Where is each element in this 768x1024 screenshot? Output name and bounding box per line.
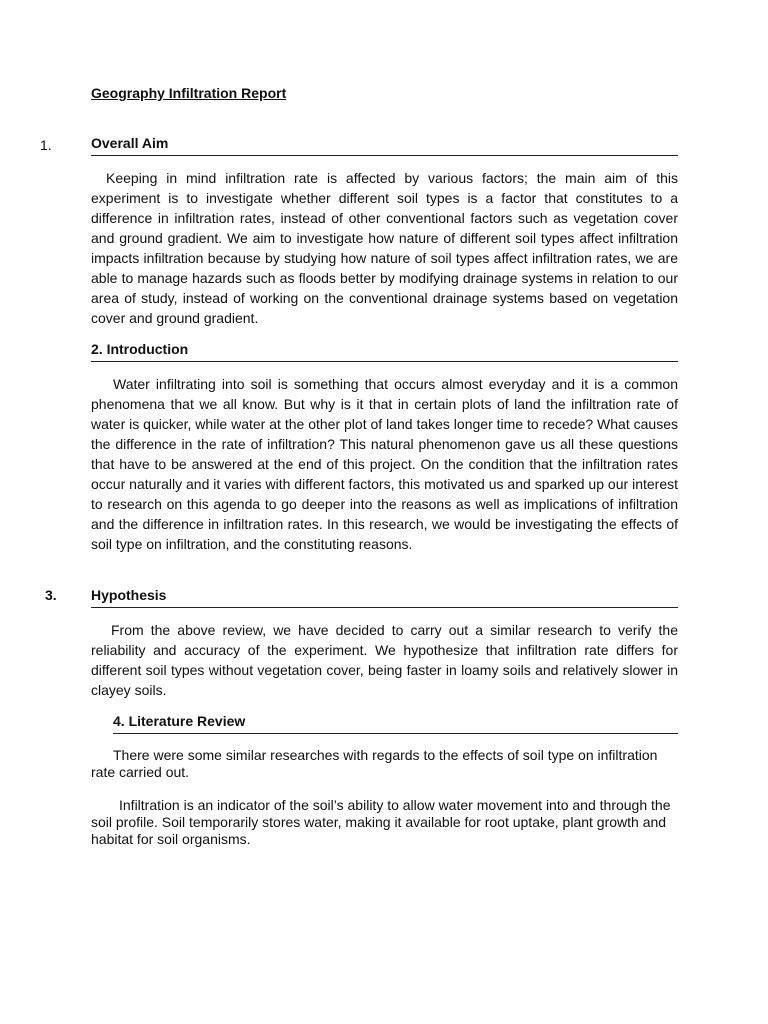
section-1-number: 1. [40,137,52,153]
section-4-heading: 4. Literature Review [113,713,678,734]
section-1-heading: Overall Aim [91,135,678,156]
section-2-paragraph: Water infiltrating into soil is something that occurs almost everyday and it is a common phenomena that we all know. But why is it that in certain plots of land the infiltration rate of water is quicker, while water at the other plot of land takes longer time to recede? What causes the difference in the rate of infiltration? This natural phenomenon gave us all these questions that have to be answered at the end of this project. On the condition that the infiltration rates occur naturally and it varies with different factors, this motivated us and sparked up our interest to research on this agenda to go deeper into the reasons as well as implications of infiltration and the difference in infiltration rates. In this research, we would be investigating the effects of soil type on infiltration, and the constituting reasons. [91,376,678,552]
section-3-heading: Hypothesis [91,587,678,608]
section-3-paragraph: From the above review, we have decided to carry out a similar research to verify the reliability and accuracy of the experiment. We hypothesize that infiltration rate differs for different soil types without vegetation cover, being faster in loamy soils and relatively slower in clayey soils. [91,622,678,698]
section-4-paragraph-1: There were some similar researches with regards to the effects of soil type on infiltration rate carried out. [91,747,658,780]
section-3-number: 3. [45,587,57,603]
section-2-heading: 2. Introduction [91,341,678,362]
section-4-paragraph-2: Infiltration is an indicator of the soil’s ability to allow water movement into and through the soil profile. Soil temporarily stores water, making it available for root uptake, plant growth and habitat for soil organisms. [91,797,671,847]
section-1-paragraph: Keeping in mind infiltration rate is affected by various factors; the main aim of this experiment is to investigate whether different soil types is a factor that constitutes to a difference in infiltration rates, instead of other conventional factors such as vegetation cover and ground gradient. We aim to investigate how nature of different soil types affect infiltration impacts infiltration because by studying how nature of soil types affect infiltration rates, we are able to manage hazards such as floods better by modifying drainage systems in relation to our area of study, instead of working on the conventional drainage systems based on vegetation cover and ground gradient. [91,170,678,326]
document-title: Geography Infiltration Report [91,85,287,101]
